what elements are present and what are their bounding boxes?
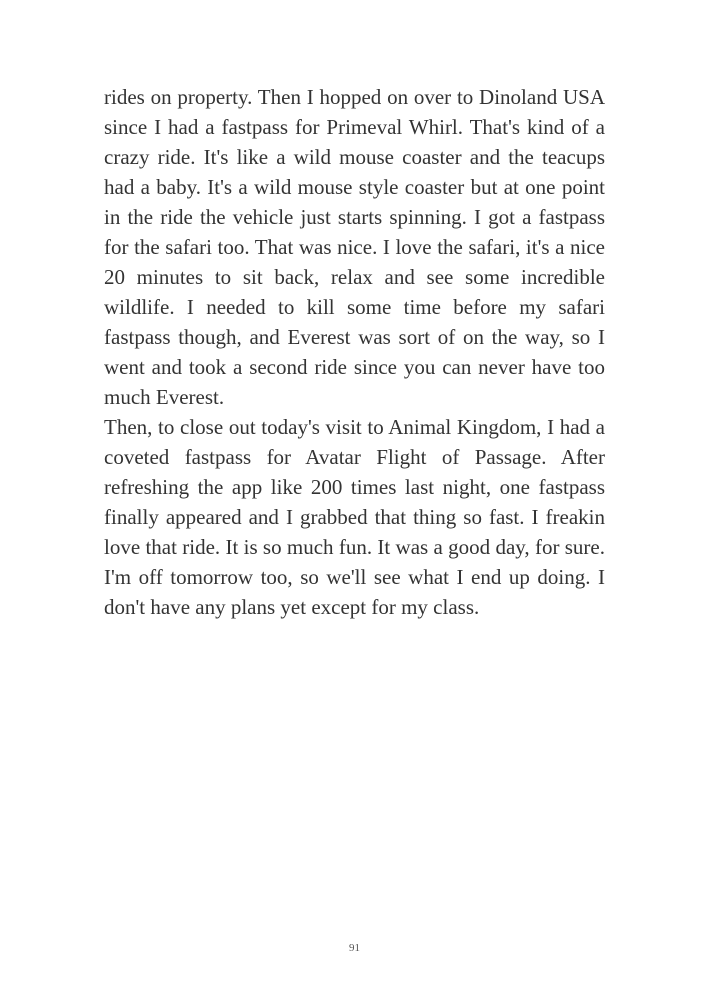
body-text: [104, 82, 605, 622]
page-number: 91: [349, 942, 360, 954]
paragraph: Then, to close out today's visit to Animal Kingdom, I had a coveted fastpass for Avatar Flight of Passage. After refreshing the app like 200 times last night, one fastpass finally appeared and I grabbed that thing so fast. I freakin love that ride. It is so much fun. It was a good day, for sure. I'm off tomorrow too, so we'll see what I end up doing. I don't have any plans yet except for my class.: [104, 415, 605, 619]
paragraph: rides on property. Then I hopped on over to Dinoland USA since I had a fastpass for Primeval Whirl. That's kind of a crazy ride. It's like a wild mouse coaster and the teacups had a baby. It's a wild mouse style coaster but at one point in the ride the vehicle just starts spinning. I got a fastpass for the safari too. That was nice. I love the safari, it's a nice 20 minutes to sit back, relax and see some incredible wildlife. I needed to kill some time before my safari fastpass though, and Everest was sort of on the way, so I went and took a second ride since you can never have too much Everest.: [104, 85, 605, 409]
